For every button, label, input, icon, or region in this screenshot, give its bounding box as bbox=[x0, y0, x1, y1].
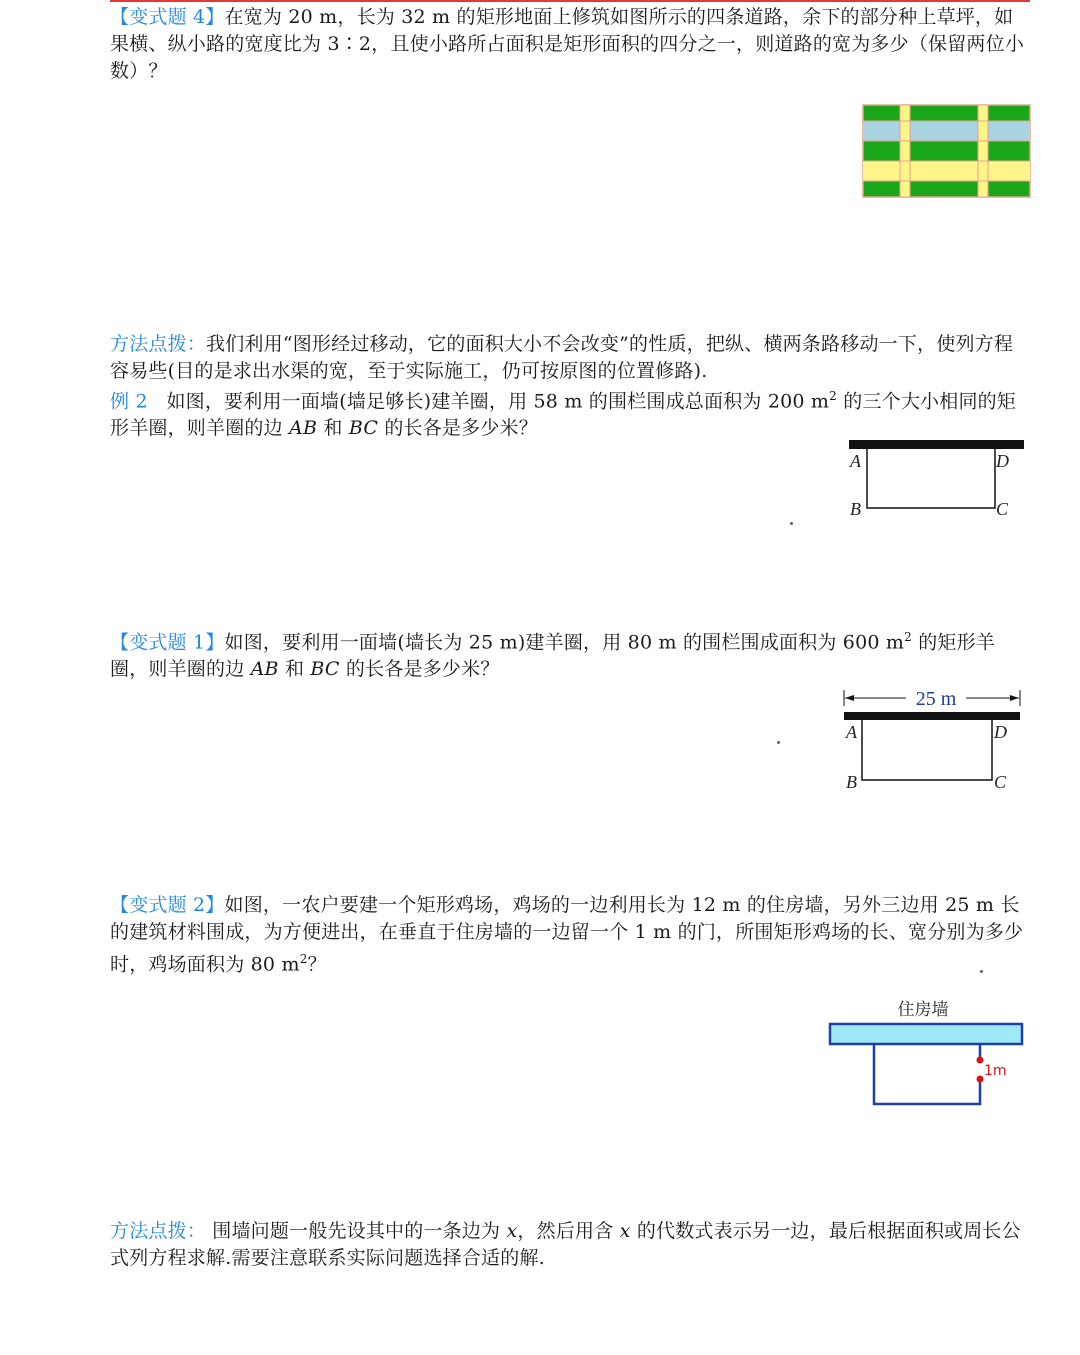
pen2-label-a: A bbox=[846, 722, 857, 742]
stray-mark-3 bbox=[980, 970, 983, 973]
pen2-label-d: D bbox=[994, 722, 1007, 742]
example-2 bbox=[110, 383, 1030, 442]
variant-2-text-a: 如图，一农户要建一个矩形鸡场，鸡场的一边利用长为 12 m 的住房墙，另外三边用 25 m 长的建筑材料围成，为方便进出，在垂直于住房墙的一边留一个 1 m 的门，所围矩形鸡场的长、宽分别为多少时，鸡场面积为 80 m bbox=[110, 894, 1024, 976]
method-tip-2-tag: 方法点拨： bbox=[110, 1220, 207, 1242]
method-tip-2 bbox=[110, 1218, 1030, 1272]
pen1-label-c: C bbox=[996, 499, 1009, 519]
variant-1-text-b: 的矩形羊圈，则羊圈的边 bbox=[110, 631, 995, 681]
method-tip-2-text-a: 围墙问题一般先设其中的一条边为 bbox=[206, 1220, 507, 1242]
problem-variant-4 bbox=[110, 4, 1030, 85]
wall-length-label: 25 m bbox=[915, 688, 957, 710]
example-2-tag: 例 2 bbox=[110, 390, 148, 413]
pen1-label-a: A bbox=[850, 451, 861, 471]
variant-1-sup: 2 bbox=[904, 630, 912, 644]
road-grid-figure bbox=[862, 104, 1032, 199]
pen1-label-d: D bbox=[996, 451, 1009, 471]
method-tip-2-x1: x bbox=[506, 1220, 518, 1242]
pen1-label-b: B bbox=[850, 499, 861, 519]
top-rule bbox=[110, 0, 1030, 2]
chicken-farm-figure bbox=[826, 996, 1026, 1111]
problem-variant-1 bbox=[110, 624, 1030, 683]
variant-1-text-a: 如图，要利用一面墙(墙长为 25 m)建羊圈，用 80 m 的围栏围成面积为 600 m bbox=[224, 631, 905, 654]
house-wall-label: 住房墙 bbox=[897, 1000, 949, 1020]
method-tip-2-x2: x bbox=[619, 1220, 631, 1242]
variant-2-sup: 2 bbox=[299, 952, 308, 966]
stray-mark-1 bbox=[777, 741, 780, 744]
stray-mark-2 bbox=[790, 522, 793, 525]
door-width-label: 1m bbox=[984, 1063, 1007, 1079]
pen-figure-2 bbox=[840, 684, 1025, 794]
example-2-text-b: 的三个大小相同的矩形羊圈，则羊圈的边 bbox=[110, 390, 1017, 440]
variant-1-bc: BC bbox=[310, 658, 340, 681]
method-tip-2-text-c: 的代数式表示另一边，最后根据面积或周长公式列方程求解.需要注意联系实际问题选择合适的解. bbox=[110, 1220, 1021, 1269]
variant-1-ab: AB bbox=[250, 658, 279, 681]
example-2-text-a: 如图，要利用一面墙(墙足够长)建羊圈，用 58 m 的围栏围成总面积为 200 m bbox=[166, 390, 830, 413]
pen2-label-b: B bbox=[846, 772, 857, 792]
example-2-ab: AB bbox=[289, 417, 318, 440]
variant-4-text: 在宽为 20 m，长为 32 m 的矩形地面上修筑如图所示的四条道路，余下的部分种上草坪，如果横、纵小路的宽度比为 3∶2，且使小路所占面积是矩形面积的四分之一，则道路的宽为多少（保留两位小数）？ bbox=[110, 6, 1025, 82]
variant-4-tag: 【变式题 4】 bbox=[110, 6, 225, 28]
problem-variant-2 bbox=[110, 892, 1030, 978]
method-tip-1 bbox=[110, 331, 1030, 385]
method-tip-1-text: 我们利用“图形经过移动，它的面积大小不会改变”的性质，把纵、横两条路移动一下，使列方程容易些(目的是求出水渠的宽，至于实际施工，仍可按原图的位置修路). bbox=[110, 333, 1014, 382]
example-2-text-c: 的长各是多少米？ bbox=[378, 417, 538, 440]
method-tip-1-tag: 方法点拨： bbox=[110, 333, 207, 355]
variant-1-and: 和 bbox=[278, 658, 311, 681]
example-2-and: 和 bbox=[317, 417, 349, 440]
variant-1-tag: 【变式题 1】 bbox=[110, 631, 225, 654]
pen2-label-c: C bbox=[994, 772, 1007, 792]
method-tip-2-text-b: ，然后用含 bbox=[517, 1220, 620, 1242]
door-bottom-marker bbox=[977, 1076, 984, 1083]
variant-2-text-b: ？ bbox=[307, 953, 327, 976]
variant-2-tag: 【变式题 2】 bbox=[110, 894, 225, 916]
pen-figure-1 bbox=[845, 436, 1030, 521]
variant-1-text-c: 的长各是多少米？ bbox=[339, 658, 500, 681]
example-2-sup: 2 bbox=[829, 389, 837, 403]
door-top-marker bbox=[977, 1057, 984, 1064]
example-2-bc: BC bbox=[348, 417, 379, 440]
